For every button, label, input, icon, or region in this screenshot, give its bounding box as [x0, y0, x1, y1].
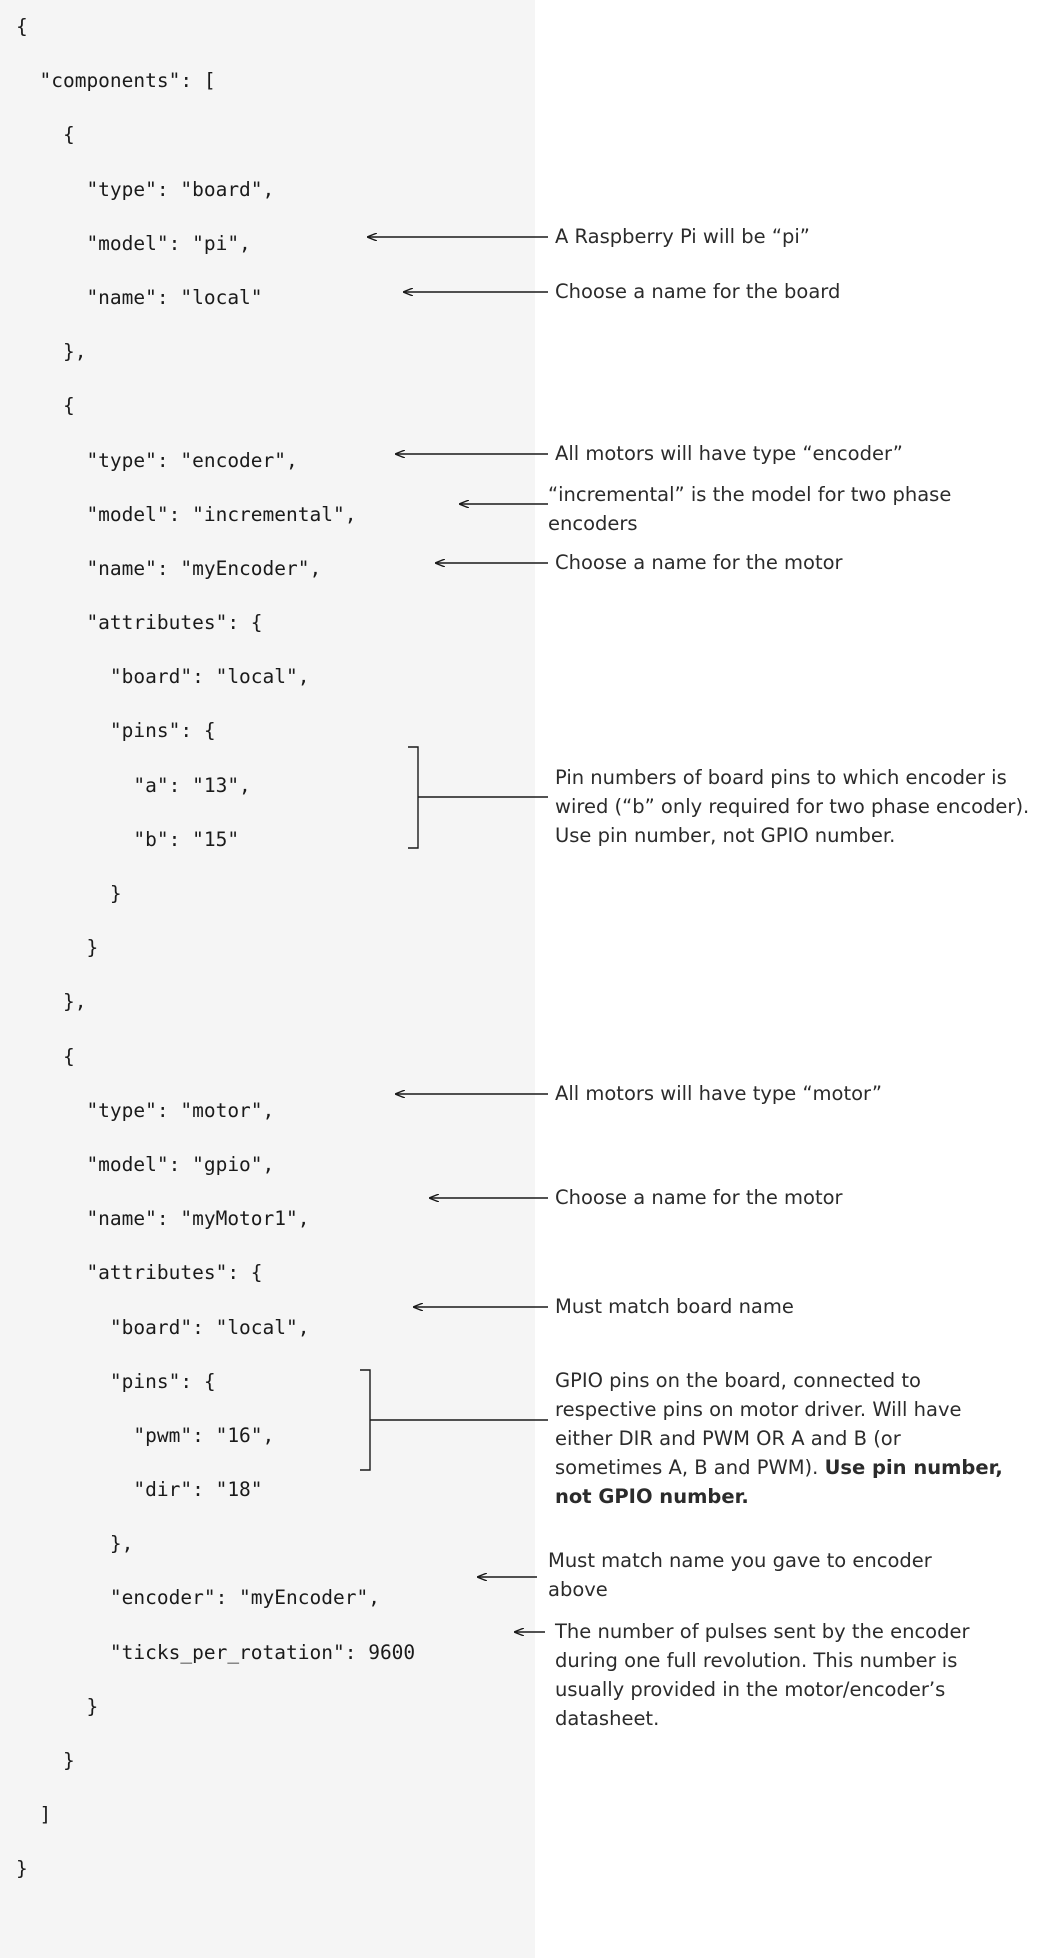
code-line: }: [16, 936, 99, 960]
code-line: "name": "local": [16, 285, 263, 309]
code-line: },: [16, 1532, 134, 1556]
code-line: "pins": {: [16, 719, 216, 743]
code-line: "board": "local",: [16, 665, 310, 689]
annotation-encoder-pins: Pin numbers of board pins to which encoder is wired (“b” only required for two phase encoder). Use pin number, not GPIO number.: [555, 766, 1030, 847]
code-line: "ticks_per_rotation": 9600: [16, 1640, 416, 1664]
json-config-code: [0, 0, 535, 1897]
code-line: "attributes": {: [16, 611, 263, 635]
code-line: "name": "myEncoder",: [16, 556, 322, 580]
code-line: "b": "15": [16, 827, 240, 851]
code-line: "components": [: [16, 69, 216, 93]
code-line: {: [16, 1044, 75, 1068]
code-line: }: [16, 1749, 75, 1772]
code-line: }: [16, 1694, 99, 1718]
code-line: "a": "13",: [16, 773, 251, 797]
annotation-type-motor: All motors will have type “motor”: [555, 1082, 882, 1105]
code-line: "model": "gpio",: [16, 1152, 275, 1176]
code-line: ]: [16, 1803, 52, 1827]
code-line: "type": "encoder",: [16, 448, 298, 472]
code-line: {: [16, 394, 75, 418]
code-line: "name": "myMotor1",: [16, 1207, 310, 1231]
annotation-text-part: Use pin number, not GPIO number.: [555, 1456, 1003, 1508]
code-line: "type": "board",: [16, 177, 275, 201]
code-line: "type": "motor",: [16, 1098, 275, 1122]
code-line: "dir": "18": [16, 1478, 263, 1502]
annotation-model-incremental: “incremental” is the model for two phase encoders: [548, 483, 952, 535]
code-line: {: [16, 15, 28, 38]
annotation-name-encoder: Choose a name for the motor: [555, 551, 843, 574]
code-line: "board": "local",: [16, 1315, 310, 1339]
annotation-name-board: Choose a name for the board: [555, 280, 841, 303]
code-line: {: [16, 123, 75, 147]
annotation-model-pi: A Raspberry Pi will be “pi”: [555, 225, 810, 248]
code-line: "model": "incremental",: [16, 502, 357, 526]
annotation-ticks-explain: The number of pulses sent by the encoder during one full revolution. This number is usually provided in the motor/encoder’s datasheet.: [555, 1620, 970, 1730]
code-line: },: [16, 990, 87, 1014]
code-line: }: [16, 882, 122, 905]
annotation-name-motor: Choose a name for the motor: [555, 1186, 843, 1209]
code-line: "pins": {: [16, 1369, 216, 1393]
code-line: },: [16, 340, 87, 364]
annotation-board-match: Must match board name: [555, 1295, 794, 1318]
annotation-encoder-match: Must match name you gave to encoder above: [548, 1549, 932, 1601]
annotation-text-part: GPIO pins on the board, connected to respective pins on motor driver. Will have either DIR and PWM OR A and B (or sometimes A, B and PWM).: [555, 1369, 962, 1479]
code-line: "pwm": "16",: [16, 1423, 275, 1447]
code-line: }: [16, 1857, 28, 1881]
annotation-motor-pins: [555, 1366, 1005, 1511]
code-line: "attributes": {: [16, 1261, 263, 1285]
code-line: "encoder": "myEncoder",: [16, 1586, 380, 1610]
annotation-type-encoder: All motors will have type “encoder”: [555, 442, 903, 465]
code-line: "model": "pi",: [16, 231, 251, 255]
